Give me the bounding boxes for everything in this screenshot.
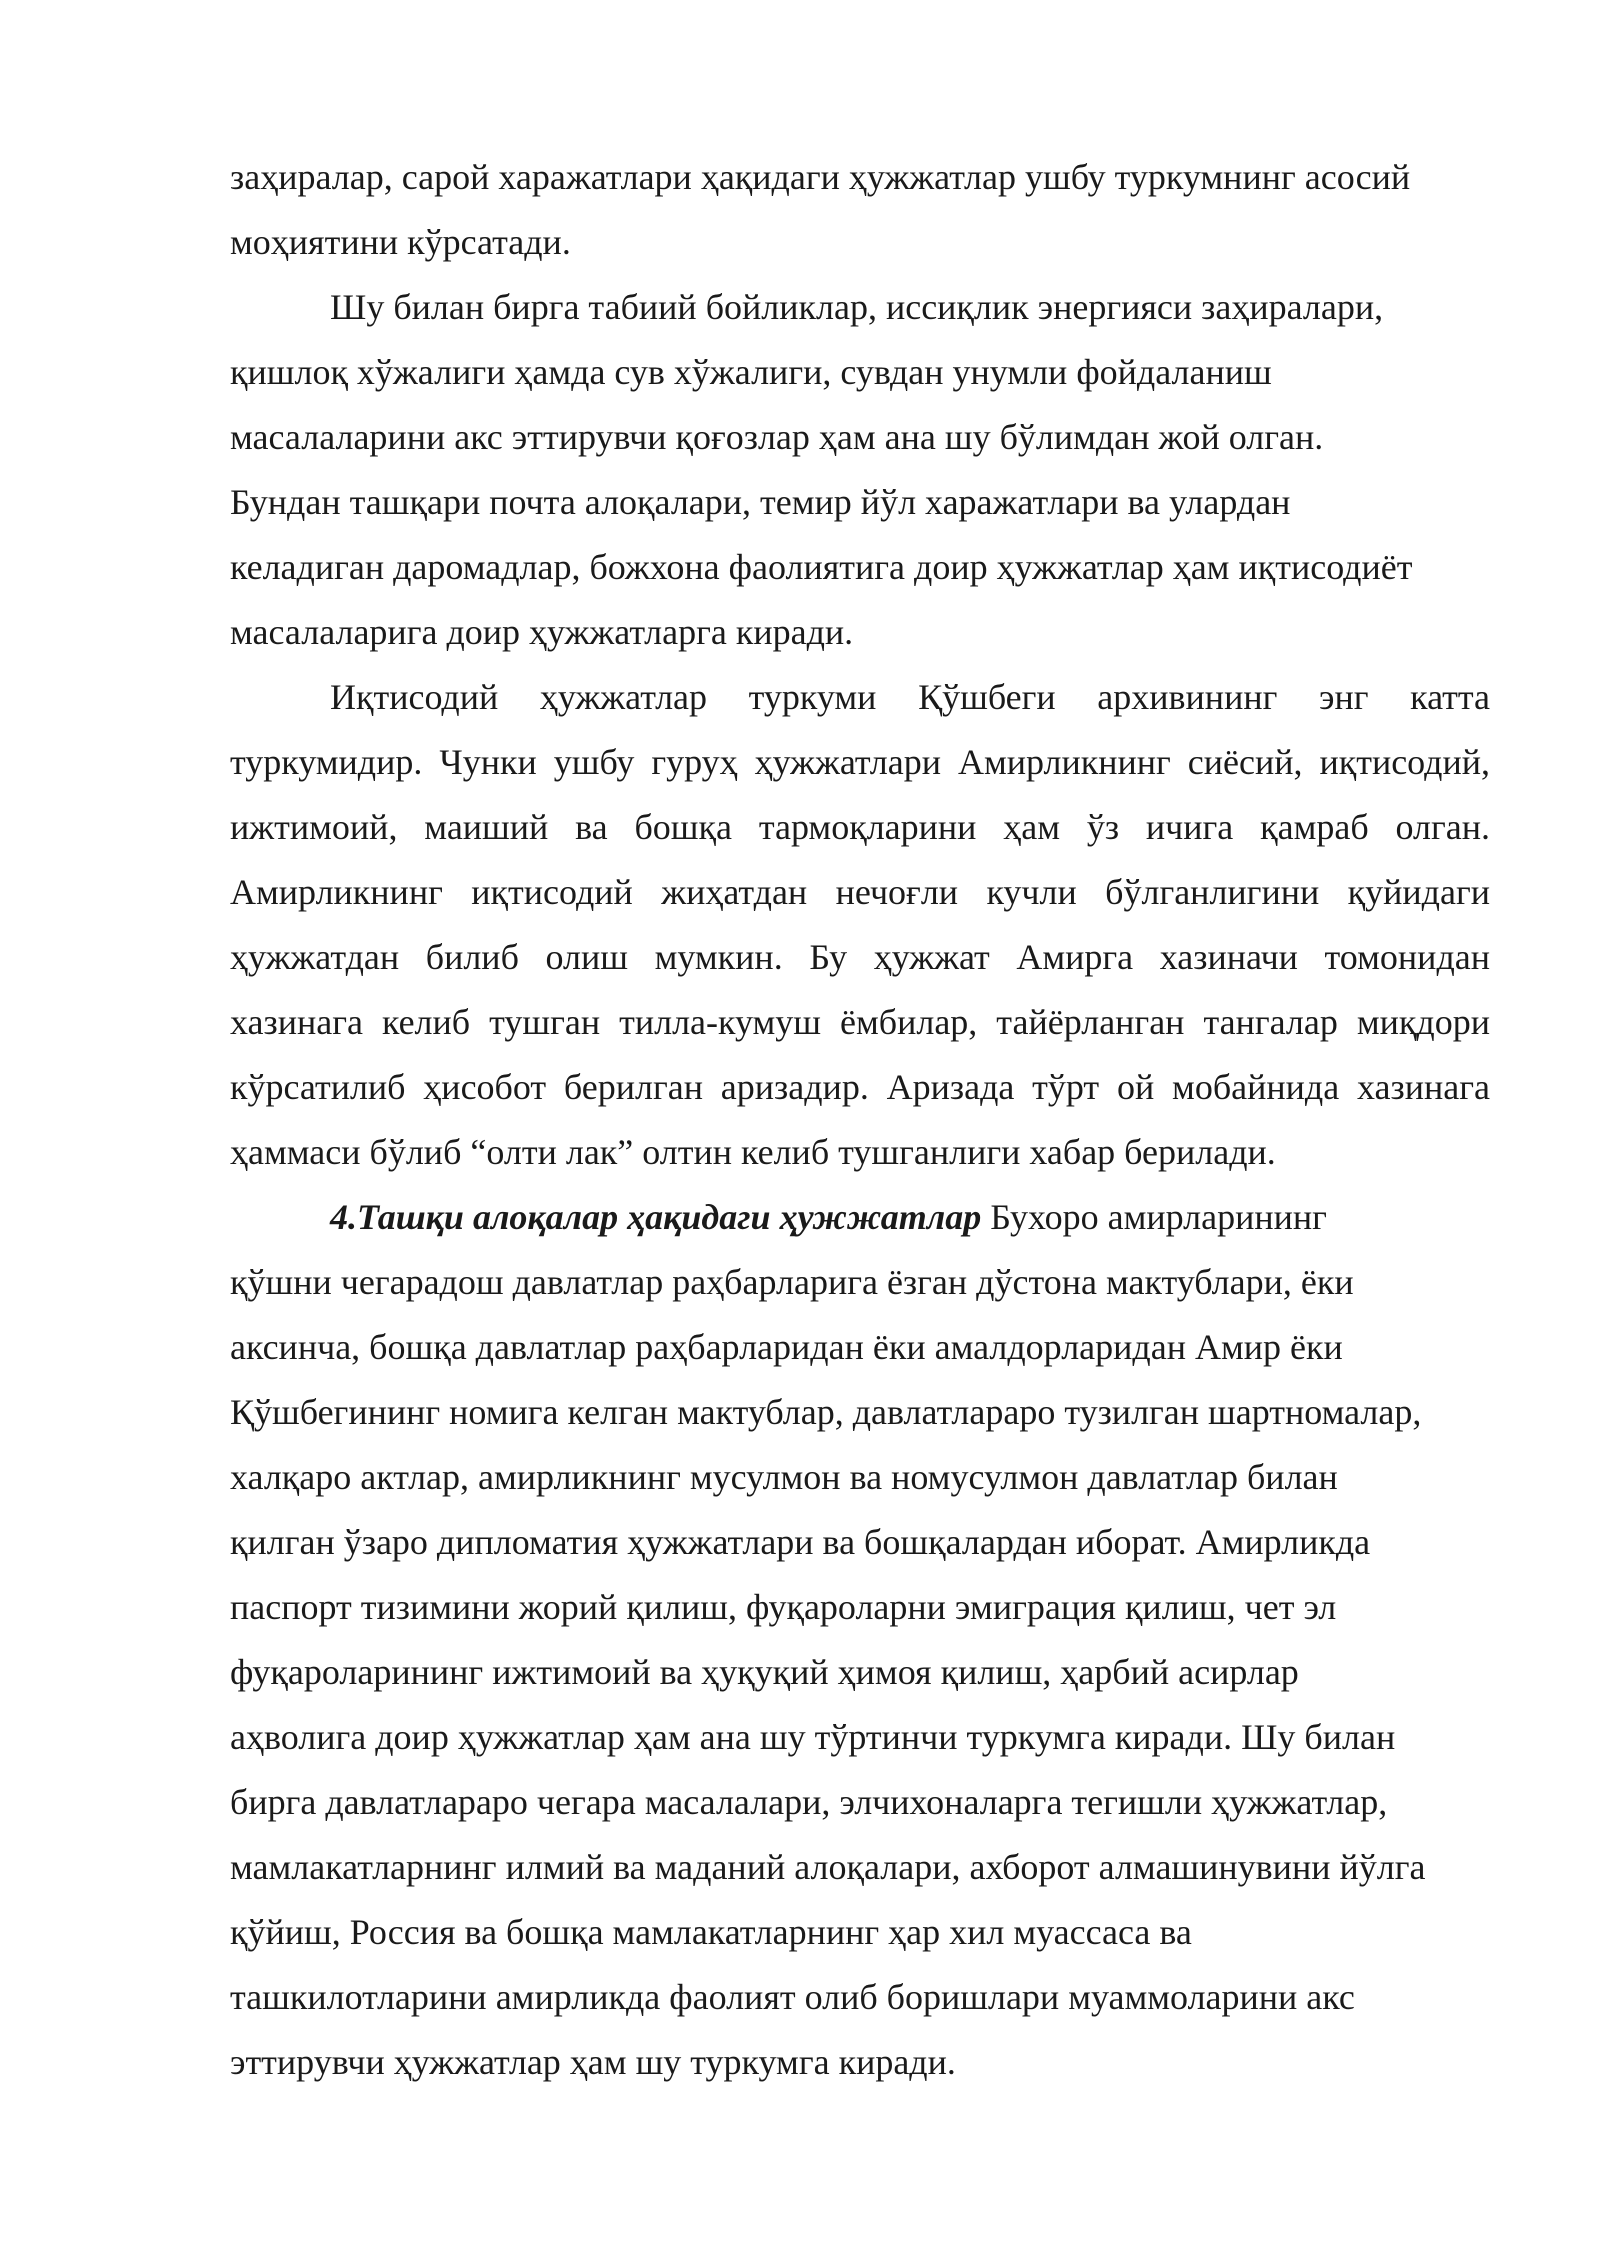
text-line: паспорт тизимини жорий қилиш, фуқароларни эмиграция қилиш, чет эл <box>230 1587 1337 1627</box>
text-line: қўшни чегарадош давлатлар раҳбарларига ёзган дўстона мактублари, ёки <box>230 1262 1354 1302</box>
text-line: ҳаммаси бўлиб “олти лак” олтин келиб тушганлиги хабар берилади. <box>230 1132 1276 1172</box>
text-line: ҳужжатдан билиб олиш мумкин. Бу ҳужжат Амирга хазиначи томонидан <box>230 937 1490 977</box>
text-line: заҳиралар, сарой харажатлари ҳақидаги ҳужжатлар ушбу туркумнинг асосий <box>230 157 1411 197</box>
text-line: ташкилотларини амирликда фаолият олиб боришлари муаммоларини акс <box>230 1977 1355 2017</box>
text-line: Бундан ташқари почта алоқалари, темир йўл харажатлари ва улардан <box>230 482 1291 522</box>
text-line: кўрсатилиб ҳисобот берилган аризадир. Аризада тўрт ой мобайнида хазинага <box>230 1067 1490 1107</box>
section-heading-line <box>230 1185 1490 1250</box>
text-line: масалаларини акс эттирувчи қоғозлар ҳам ана шу бўлимдан жой олган. <box>230 417 1324 457</box>
text-line: Қўшбегининг номига келган мактублар, давлатлараро тузилган шартномалар, <box>230 1392 1422 1432</box>
section-heading-continuation: Бухоро амирларининг <box>981 1197 1327 1237</box>
text-line: хазинага келиб тушган тилла-кумуш ёмбилар, тайёрланган тангалар миқдори <box>230 1002 1490 1042</box>
paragraph-block-1 <box>230 145 1490 1185</box>
text-line: эттирувчи ҳужжатлар ҳам шу туркумга киради. <box>230 2042 956 2082</box>
text-line: келадиган даромадлар, божхона фаолиятига доир ҳужжатлар ҳам иқтисодиёт <box>230 547 1413 587</box>
text-line: Шу билан бирга табиий бойликлар, иссиқлик энергияси заҳиралари, <box>330 287 1384 327</box>
text-line: фуқароларининг ижтимоий ва ҳуқуқий ҳимоя қилиш, ҳарбий асирлар <box>230 1652 1299 1692</box>
text-line: бирга давлатлараро чегара масалалари, элчихоналарга тегишли ҳужжатлар, <box>230 1782 1388 1822</box>
text-line: аҳволига доир ҳужжатлар ҳам ана шу тўртинчи туркумга киради. Шу билан <box>230 1717 1396 1757</box>
section-heading: 4.Ташқи алоқалар ҳақидаги ҳужжатлар <box>330 1197 982 1237</box>
text-line: ижтимоий, маиший ва бошқа тармоқларини ҳам ўз ичига қамраб олган. <box>230 807 1490 847</box>
text-line: Амирликнинг иқтисодий жиҳатдан нечоғли кучли бўлганлигини қуйидаги <box>230 872 1490 912</box>
text-line: халқаро актлар, амирликнинг мусулмон ва номусулмон давлатлар билан <box>230 1457 1338 1497</box>
text-line: моҳиятини кўрсатади. <box>230 222 571 262</box>
text-line: қишлоқ хўжалиги ҳамда сув хўжалиги, сувдан унумли фойдаланиш <box>230 352 1272 392</box>
text-line: туркумидир. Чунки ушбу гуруҳ ҳужжатлари Амирликнинг сиёсий, иқтисодий, <box>230 742 1490 782</box>
document-page <box>230 145 1490 2095</box>
text-line: қўйиш, Россия ва бошқа мамлакатларнинг ҳар хил муассаса ва <box>230 1912 1192 1952</box>
text-line: қилган ўзаро дипломатия ҳужжатлари ва бошқалардан иборат. Амирликда <box>230 1522 1371 1562</box>
text-line: аксинча, бошқа давлатлар раҳбарларидан ёки амалдорларидан Амир ёки <box>230 1327 1343 1367</box>
text-line: мамлакатларнинг илмий ва маданий алоқалари, ахборот алмашинувини йўлга <box>230 1847 1426 1887</box>
text-line: масалаларига доир ҳужжатларга киради. <box>230 612 854 652</box>
text-line: Иқтисодий ҳужжатлар туркуми Қўшбеги архивининг энг катта <box>330 677 1490 717</box>
paragraph-block-2 <box>230 1250 1490 2095</box>
